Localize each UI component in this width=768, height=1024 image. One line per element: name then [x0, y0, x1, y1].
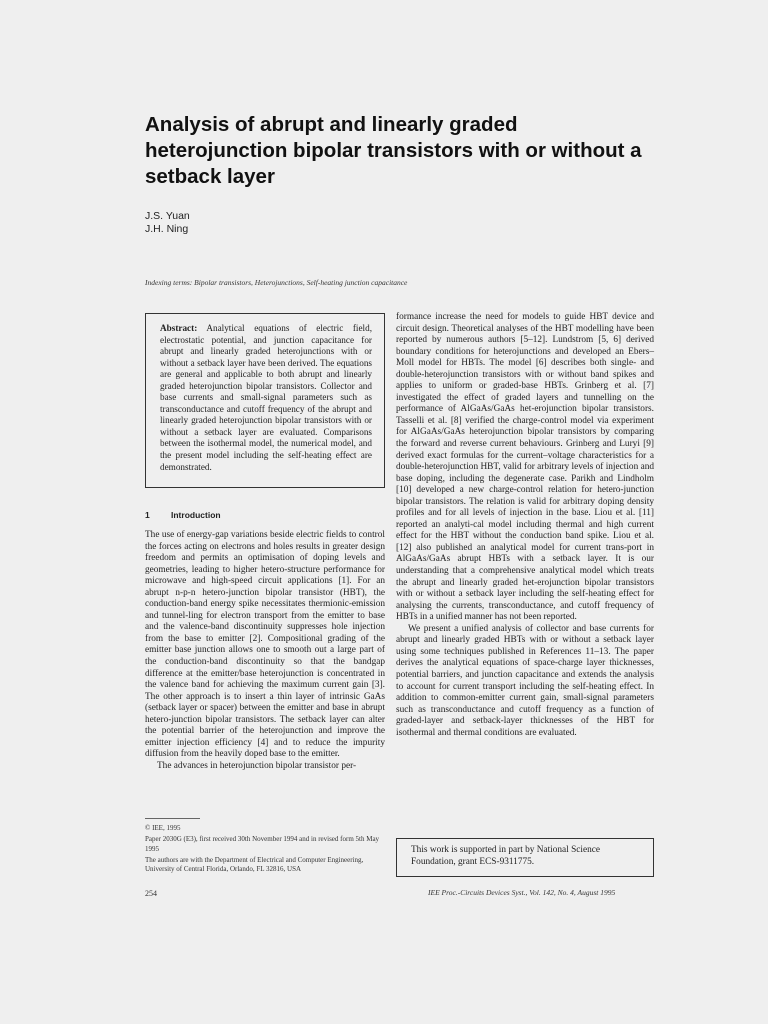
footnote-divider	[145, 818, 200, 819]
footnote: The authors are with the Department of Electrical and Computer Engineering, University of Central Florida, Orlando, FL 32816, USA	[145, 855, 364, 874]
body-paragraph: formance increase the need for models to guide HBT device and circuit design. Theoretical analyses of the HBT modelling have been reported by numerous authors [5–12]. Lundstrom [5, 6] derived boundary conditions for heterojunctions and developed an Ebers–Moll model for HBTs. The model [6] describes both single- and double-heterojunction transistors with or without band spikes and applies to uniform or graded-base HBTs. Grinberg et al. [7] investigated the effect of graded layers and tunnelling on the performance of AlGaAs/GaAs het-erojunction bipolar transistors. Tasselli et al. [8] verified the charge-control model via experiment for AlGaAs/GaAs heterojunction bipolar transistors by comparing the forward and reverse current behaviours. Grinberg and Luryi [9] derived exact formulas for the current–voltage characteristics for a double-heterojunction HBT, valid for arbitrary levels of injection and base doping, including the degenerate case. Parikh and Lindholm [10] developed a new charge-control relation for hetero-junction bipolar transistors. The relation is valid for arbitrary doping density profiles and for all levels of injection in the base. Liou et al. [11] reported an analyti-cal model including thermal and high current effect for the HBT without the conduction band spike. Liou et al. [12] also published an analytical model for current trans-port in AlGaAs/GaAs abrupt HBTs with a setback layer. It is our understanding that a comprehensive analytical model which treats the abrupt and linearly graded het-erojunction bipolar transistors with or without a setback layer including the self-heating effect for analysing the currents, transconductance, and cutoff frequency of HBTs in a unified manner has not been reported.	[396, 312, 654, 623]
page-number: 254	[145, 889, 157, 898]
body-paragraph: The advances in heterojunction bipolar transistor per-	[157, 760, 357, 771]
footnote: Paper 2030G (E3), first received 30th November 1994 and in revised form 5th May 1995	[145, 835, 380, 853]
indexing-terms: Indexing terms: Bipolar transistors, Heterojunctions, Self-heating junction capacitance	[145, 278, 408, 287]
author-list	[145, 210, 190, 236]
title-line: setback layer	[145, 165, 275, 188]
funding-note-box	[396, 838, 654, 877]
paper-title	[145, 112, 645, 190]
left-column	[145, 530, 385, 772]
title-line: Analysis of abrupt and linearly graded	[145, 113, 518, 136]
abstract-label: Abstract:	[160, 323, 198, 333]
author-name: J.H. Ning	[145, 223, 189, 235]
body-paragraph: We present a unified analysis of collector and base currents for abrupt and linearly graded HBTs with or without a setback layer using some techniques published in References 11–13. The paper derives the analytical equations of space-charge layer thicknesses, potential barriers, and junction capacitance and extends the analysis to account for current transport including the self-heating effect. In addition to common-emitter current gain, small-signal parameters such as transconductance and cutoff frequency as a function of graded-layer and setback-layer thicknesses of the HBT for isothermal and thermal conditions are evaluated.	[396, 623, 654, 738]
author-name: J.S. Yuan	[145, 210, 190, 222]
abstract-text: Analytical equations of electric field, electrostatic potential, and junction capacitance for abrupt and linearly graded heterojunctions with or without a setback layer have been derived. The equations are general and applicable to both abrupt and linearly graded heterojunction bipolar transistors. Collector and base currents and small-signal parameters such as transconductance and cutoff frequency of the abrupt and linearly graded heterojunction bipolar transistors with or without a setback layer are evaluated. Comparisons between the isothermal model, the numerical model, and the present model including the self-heating effect are demonstrated.	[160, 323, 372, 472]
title-line: heterojunction bipolar transistors with or without a	[145, 139, 642, 162]
footnotes	[145, 824, 385, 876]
body-paragraph: The use of energy-gap variations beside electric fields to control the forces acting on electrons and holes results in greater design freedom and permits an optimisation of doping levels and geometries, leading to higher hetero-structure performance for microwave and high-speed circuit applications [1]. For an abrupt n-p-n hetero-junction bipolar transistor (HBT), the conduction-band energy spike necessitates thermionic-emission and tunnel-ling for electron transport from the emitter to base and the valence-band discontinuity suppresses hole injection from the base to emitter [2]. Compositional grading of the emitter base junction allows one to smooth out a large part of the conduction-band discontinuity so that the bandgap difference at the emitter/base heterojunction is concentrated in the valence band for achieving the maximum current gain [3]. The other approach is to insert a thin layer of intrinsic GaAs (setback layer or spacer) between the emitter and base in abrupt hetero-junction bipolar transistors. The setback layer can alter the potential barrier of the heterojunction and improve the emitter injection efficiency [4] and to reduce the impurity diffusion from the heavily doped base to the emitter.	[145, 530, 385, 760]
abstract-box	[145, 313, 385, 488]
funding-note: This work is supported in part by National Science Foundation, grant ECS-9311775.	[411, 845, 600, 867]
right-column	[396, 312, 654, 739]
section-number: 1	[145, 510, 150, 520]
journal-citation: IEE Proc.-Circuits Devices Syst., Vol. 142, No. 4, August 1995	[428, 888, 616, 897]
abstract	[160, 323, 372, 473]
section-heading	[145, 510, 221, 520]
footnote: © IEE, 1995	[145, 824, 181, 832]
section-title: Introduction	[171, 510, 221, 520]
